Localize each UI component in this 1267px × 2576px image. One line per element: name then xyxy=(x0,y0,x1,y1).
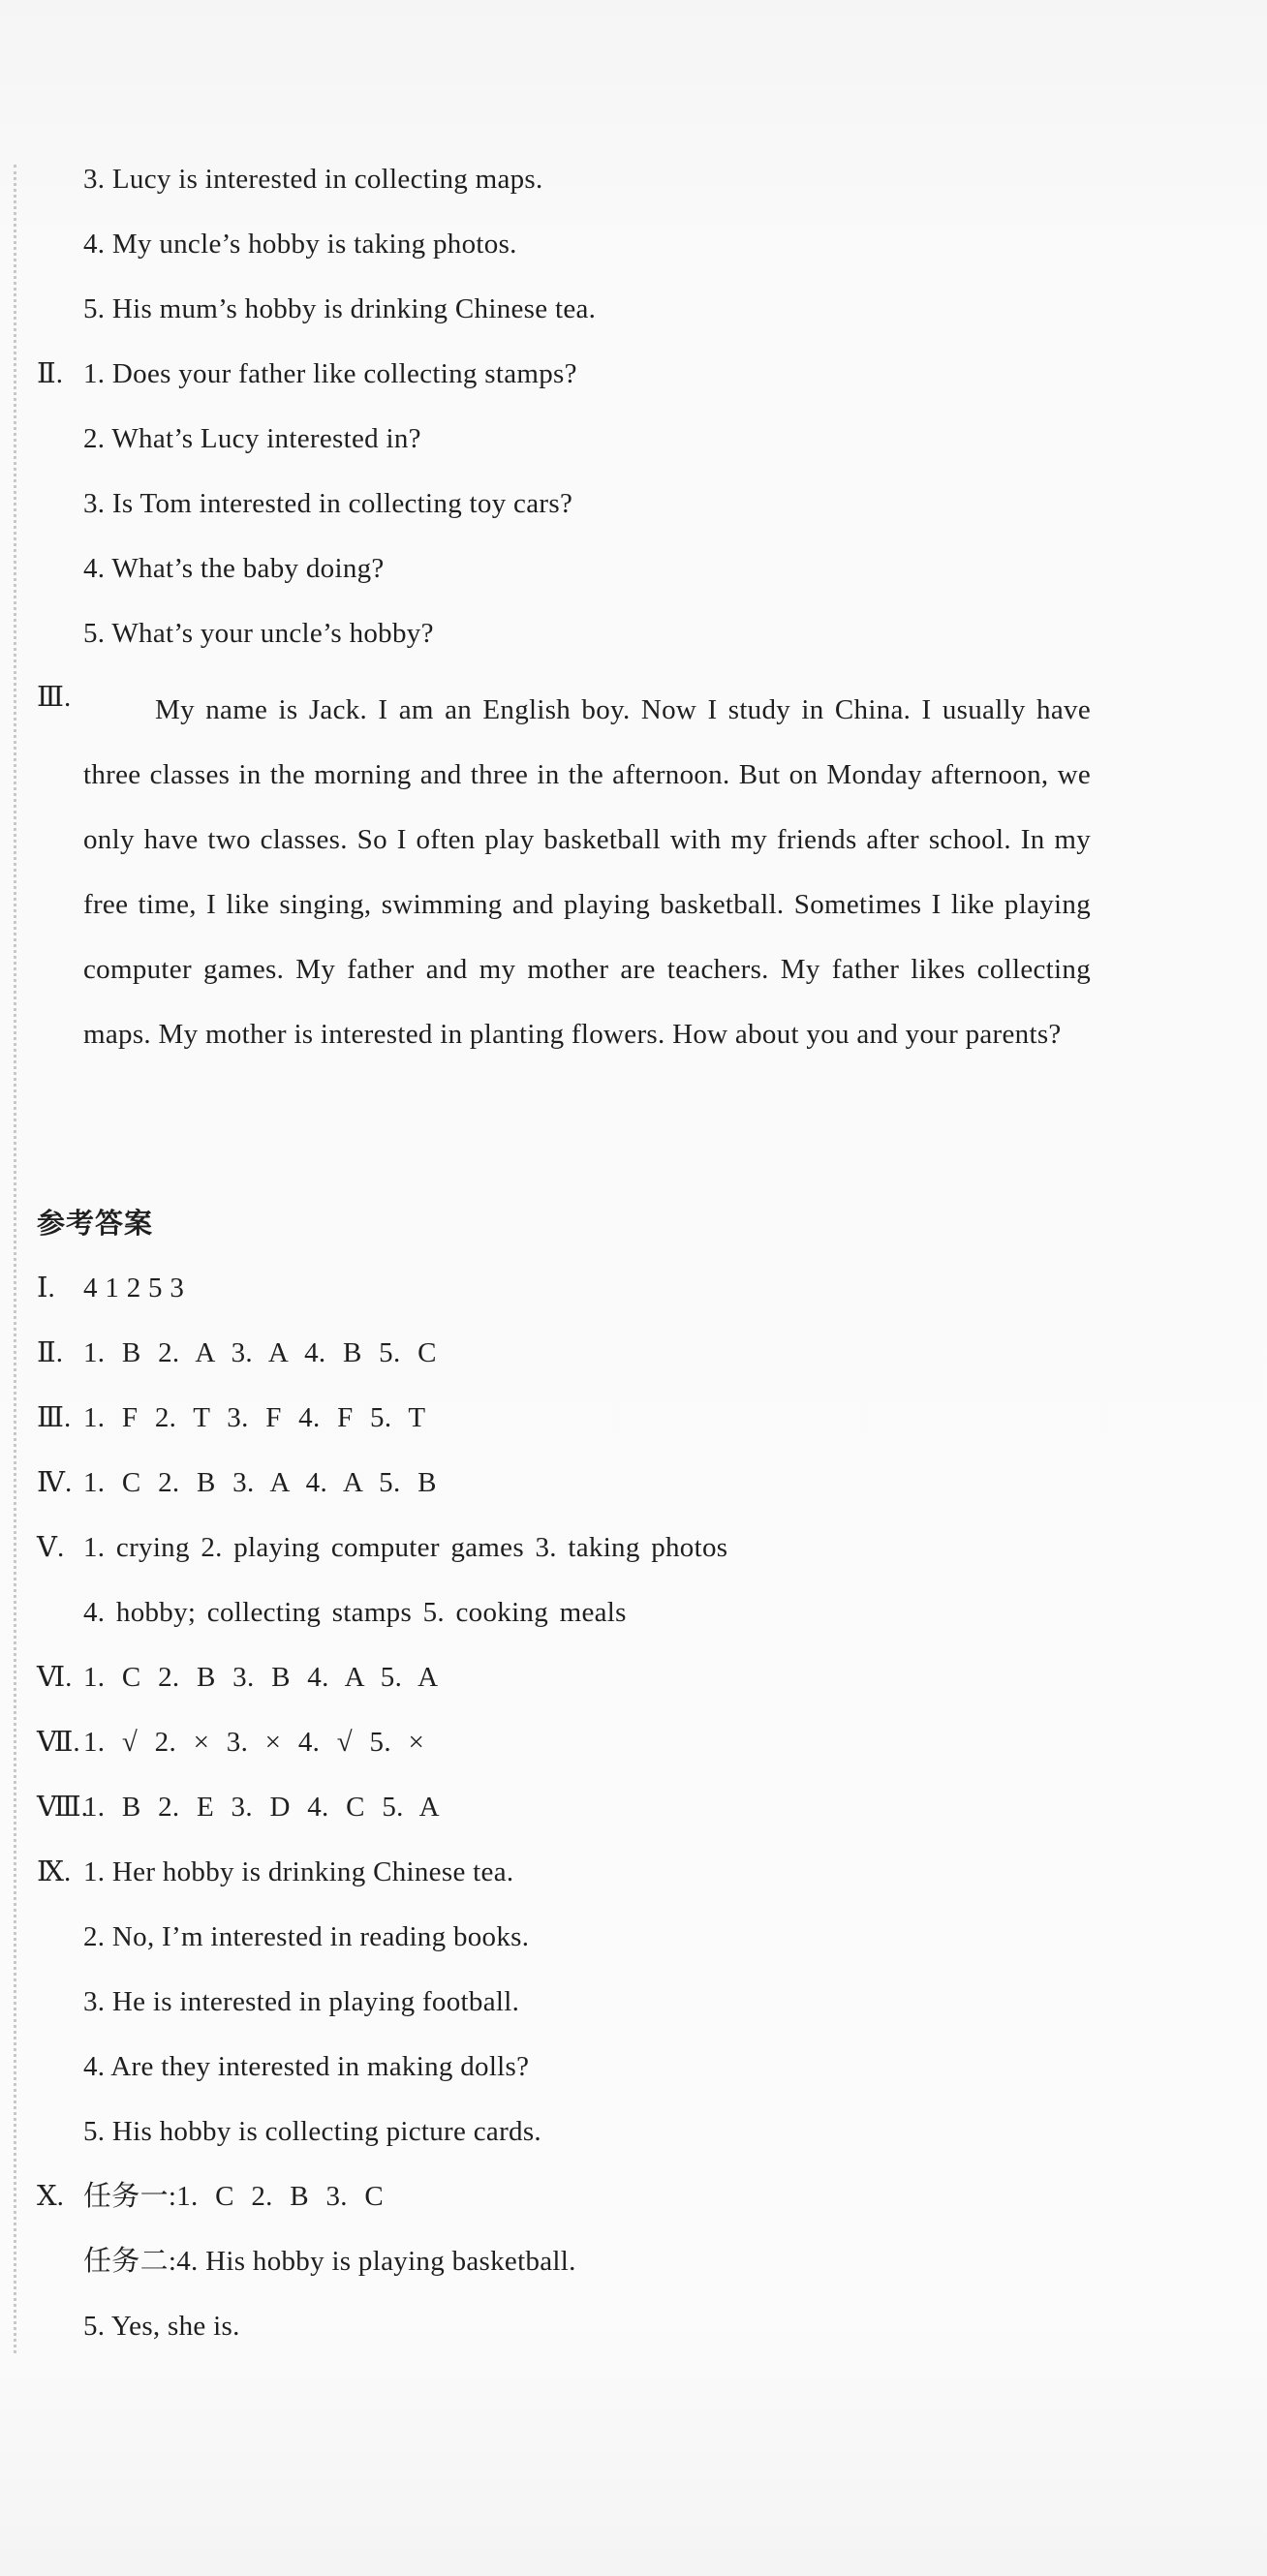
section-b-line: 2. What’s Lucy interested in? xyxy=(83,423,421,454)
section-b-line: 1. Does your father like collecting stamps? xyxy=(83,358,577,389)
answers-title: 参考答案 xyxy=(37,1207,154,1240)
answer-label: Ⅲ. xyxy=(37,1402,72,1433)
answer-line: 4. Are they interested in making dolls? xyxy=(83,2051,530,2082)
section-a-line: 5. His mum’s hobby is drinking Chinese tea. xyxy=(83,293,597,324)
margin-dotted-rule xyxy=(14,165,16,2353)
answer-label: Ⅱ. xyxy=(37,1337,63,1368)
section-b-line: 5. What’s your uncle’s hobby? xyxy=(83,618,434,649)
answer-line: 4. hobby; collecting stamps 5. cooking meals xyxy=(83,1597,627,1628)
answer-line: 任务二:4. His hobby is playing basketball. xyxy=(83,2246,576,2277)
answer-label: Ⅵ. xyxy=(37,1662,73,1693)
answer-line: 1. Her hobby is drinking Chinese tea. xyxy=(83,1856,514,1887)
answer-line: 1. B 2. E 3. D 4. C 5. A xyxy=(83,1792,440,1823)
answer-line: 3. He is interested in playing football. xyxy=(83,1986,520,2017)
section-b-line: 4. What’s the baby doing? xyxy=(83,553,385,584)
answer-label: Ⅰ. xyxy=(37,1273,55,1303)
section-b-label: Ⅱ. xyxy=(37,358,63,389)
answer-label: Ⅸ. xyxy=(37,1856,72,1887)
answer-line: 1. B 2. A 3. A 4. B 5. C xyxy=(83,1337,437,1368)
answer-line: 1. F 2. T 3. F 4. F 5. T xyxy=(83,1402,426,1433)
answer-label: Ⅶ. xyxy=(37,1727,80,1758)
answer-line: 1. crying 2. playing computer games 3. taking photos xyxy=(83,1532,728,1563)
answer-label: Ⅹ. xyxy=(37,2181,64,2212)
answer-line: 5. Yes, she is. xyxy=(83,2311,240,2342)
answer-line: 1. C 2. B 3. B 4. A 5. A xyxy=(83,1662,439,1693)
answer-label: Ⅴ. xyxy=(37,1532,65,1563)
answer-line: 任务一:1. C 2. B 3. C xyxy=(83,2181,384,2212)
answer-label: Ⅳ. xyxy=(37,1467,73,1498)
section-b-line: 3. Is Tom interested in collecting toy cars? xyxy=(83,488,573,519)
reading-passage: My name is Jack. I am an English boy. Now I study in China. I usually have three classes in the morning and three in the afternoon. But on Monday afternoon, we only have two classes. So I often play basketball with my friends after school. In my free time, I like singing, swimming and playing basketball. Sometimes I like playing computer games. My father and my mother are teachers. My father likes collecting maps. My mother is interested in planting flowers. How about you and your parents? xyxy=(83,694,1091,1050)
answer-label: Ⅷ. xyxy=(37,1792,88,1823)
answer-line: 2. No, I’m interested in reading books. xyxy=(83,1921,530,1952)
answer-line: 5. His hobby is collecting picture cards. xyxy=(83,2116,541,2147)
answer-line: 1. C 2. B 3. A 4. A 5. B xyxy=(83,1467,437,1498)
section-a-line: 3. Lucy is interested in collecting maps. xyxy=(83,164,543,195)
answer-line: 1. √ 2. × 3. × 4. √ 5. × xyxy=(83,1727,425,1758)
section-c-label: Ⅲ. xyxy=(37,682,72,713)
section-a-line: 4. My uncle’s hobby is taking photos. xyxy=(83,229,517,260)
answer-line: 4 1 2 5 3 xyxy=(83,1273,185,1303)
